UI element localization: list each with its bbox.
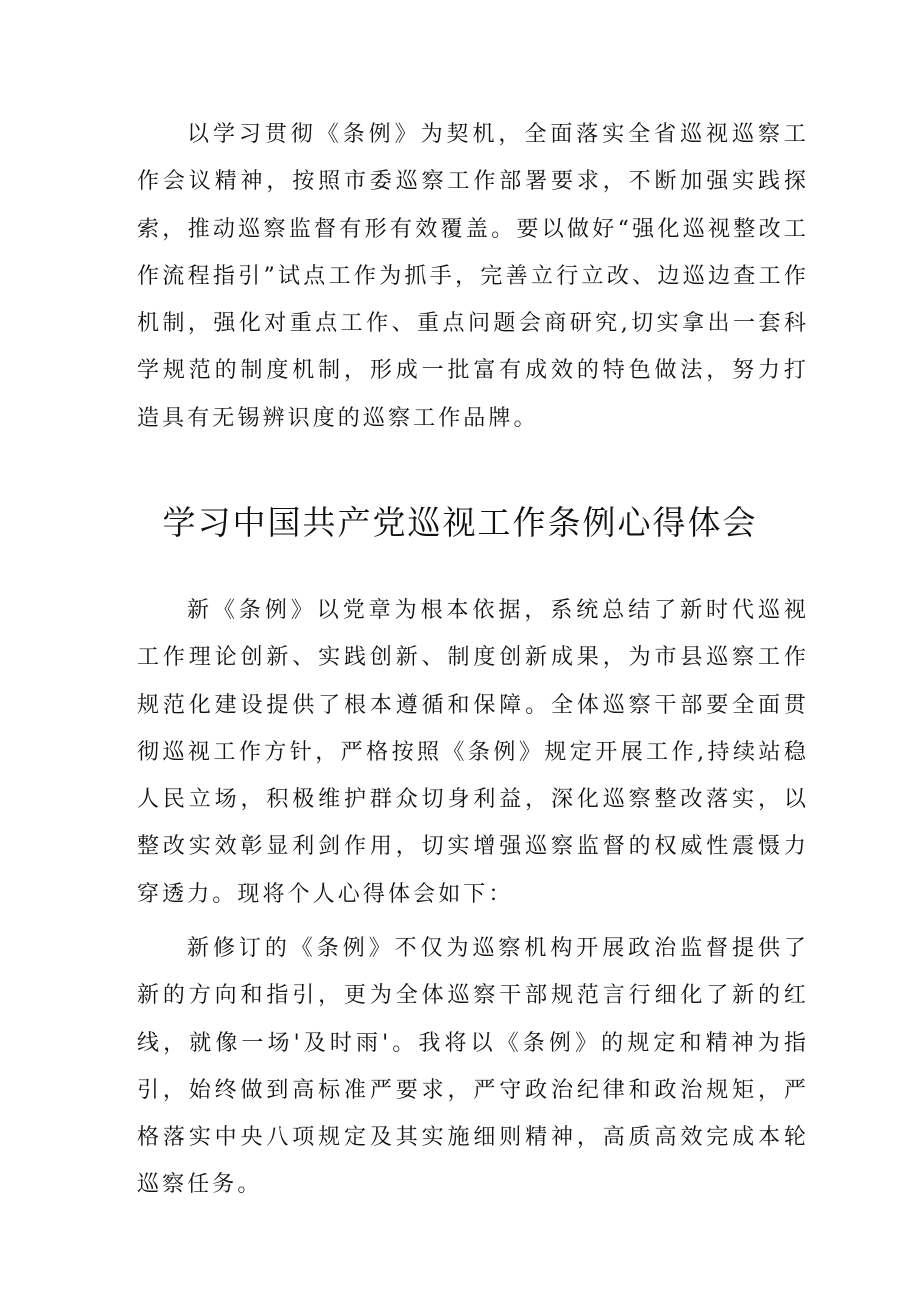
- body-paragraph-1: 新《条例》以党章为根本依据，系统总结了新时代巡视工作理论创新、实践创新、制度创新成果，为市县巡察工作规范化建设提供了根本遵循和保障。全体巡察干部要全面贯彻巡视工作方针，严格按照《条例》规定开展工作,持续站稳人民立场，积极维护群众切身利益，深化巡察整改落实，以整改实效彰显利剑作用，切实增强巡察监督的权威性震慑力穿透力。现将个人心得体会如下：: [137, 598, 809, 907]
- section-title: 学习中国共产党巡视工作条例心得体会: [162, 503, 758, 542]
- intro-paragraph: 以学习贯彻《条例》为契机，全面落实全省巡视巡察工作会议精神，按照市委巡察工作部署要求，不断加强实践探索，推动巡察监督有形有效覆盖。要以做好“强化巡视整改工作流程指引”试点工作为抓手，完善立行立改、边巡边查工作机制，强化对重点工作、重点问题会商研究,切实拿出一套科学规范的制度机制，形成一批富有成效的特色做法，努力打造具有无锡辨识度的巡察工作品牌。: [137, 122, 809, 431]
- body-paragraph-2: 新修订的《条例》不仅为巡察机构开展政治监督提供了新的方向和指引，更为全体巡察干部规范言行细化了新的红线，就像一场'及时雨'。我将以《条例》的规定和精神为指引，始终做到高标准严要求，严守政治纪律和政治规矩，严格落实中央八项规定及其实施细则精神，高质高效完成本轮巡察任务。: [137, 936, 809, 1198]
